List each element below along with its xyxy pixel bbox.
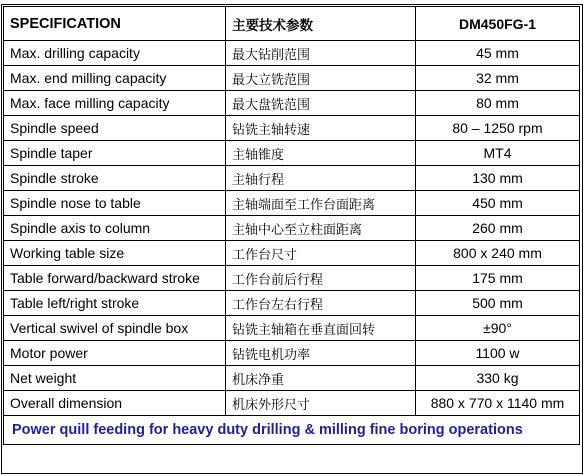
table-row	[4, 266, 580, 291]
row-label-cn: 钻铣主轴转速	[226, 116, 416, 141]
table-row	[4, 66, 580, 91]
row-label-cn: 机床净重	[226, 366, 416, 391]
row-label-en: Motor power	[4, 341, 226, 366]
table-header-row	[4, 7, 580, 41]
header-specification-cn: 主要技术参数	[226, 7, 416, 41]
row-value: 880 x 770 x 1140 mm	[416, 391, 580, 416]
row-label-en: Table left/right stroke	[4, 291, 226, 316]
row-label-cn: 钻铣电机功率	[226, 341, 416, 366]
row-value: 32 mm	[416, 66, 580, 91]
row-value: 330 kg	[416, 366, 580, 391]
row-label-en: Max. face milling capacity	[4, 91, 226, 116]
footer-row	[4, 416, 580, 445]
row-label-en: Working table size	[4, 241, 226, 266]
row-value: 45 mm	[416, 41, 580, 66]
footer-note: Power quill feeding for heavy duty drilling & milling fine boring operations	[4, 416, 580, 445]
header-specification: SPECIFICATION	[4, 7, 226, 41]
table-row	[4, 141, 580, 166]
row-label-en: Spindle speed	[4, 116, 226, 141]
row-value: 260 mm	[416, 216, 580, 241]
row-label-cn: 最大钻削范围	[226, 41, 416, 66]
spec-table	[3, 6, 580, 445]
row-label-en: Max. drilling capacity	[4, 41, 226, 66]
row-label-en: Overall dimension	[4, 391, 226, 416]
row-label-cn: 最大盘铣范围	[226, 91, 416, 116]
table-row	[4, 166, 580, 191]
table-row	[4, 316, 580, 341]
table-row	[4, 116, 580, 141]
table-row	[4, 91, 580, 116]
header-model: DM450FG-1	[416, 7, 580, 41]
table-row	[4, 291, 580, 316]
row-label-en: Spindle nose to table	[4, 191, 226, 216]
table-row	[4, 41, 580, 66]
row-label-cn: 主轴端面至工作台面距离	[226, 191, 416, 216]
table-row	[4, 216, 580, 241]
row-label-cn: 工作台前后行程	[226, 266, 416, 291]
row-label-cn: 工作台左右行程	[226, 291, 416, 316]
table-row	[4, 391, 580, 416]
row-label-cn: 主轴锥度	[226, 141, 416, 166]
row-label-en: Spindle taper	[4, 141, 226, 166]
table-row	[4, 341, 580, 366]
row-label-cn: 主轴行程	[226, 166, 416, 191]
row-value: 1100 w	[416, 341, 580, 366]
row-label-cn: 最大立铣范围	[226, 66, 416, 91]
row-label-cn: 主轴中心至立柱面距离	[226, 216, 416, 241]
row-label-en: Table forward/backward stroke	[4, 266, 226, 291]
row-label-cn: 钻铣主轴箱在垂直面回转	[226, 316, 416, 341]
table-row	[4, 241, 580, 266]
row-label-cn: 工作台尺寸	[226, 241, 416, 266]
row-value: 175 mm	[416, 266, 580, 291]
row-value: 450 mm	[416, 191, 580, 216]
row-label-en: Net weight	[4, 366, 226, 391]
row-value: 80 mm	[416, 91, 580, 116]
table-row	[4, 366, 580, 391]
row-label-en: Max. end milling capacity	[4, 66, 226, 91]
row-value: ±90°	[416, 316, 580, 341]
row-value: 80 – 1250 rpm	[416, 116, 580, 141]
table-row	[4, 191, 580, 216]
row-label-en: Spindle axis to column	[4, 216, 226, 241]
row-label-cn: 机床外形尺寸	[226, 391, 416, 416]
row-value: MT4	[416, 141, 580, 166]
row-label-en: Vertical swivel of spindle box	[4, 316, 226, 341]
row-value: 130 mm	[416, 166, 580, 191]
row-value: 800 x 240 mm	[416, 241, 580, 266]
row-value: 500 mm	[416, 291, 580, 316]
row-label-en: Spindle stroke	[4, 166, 226, 191]
